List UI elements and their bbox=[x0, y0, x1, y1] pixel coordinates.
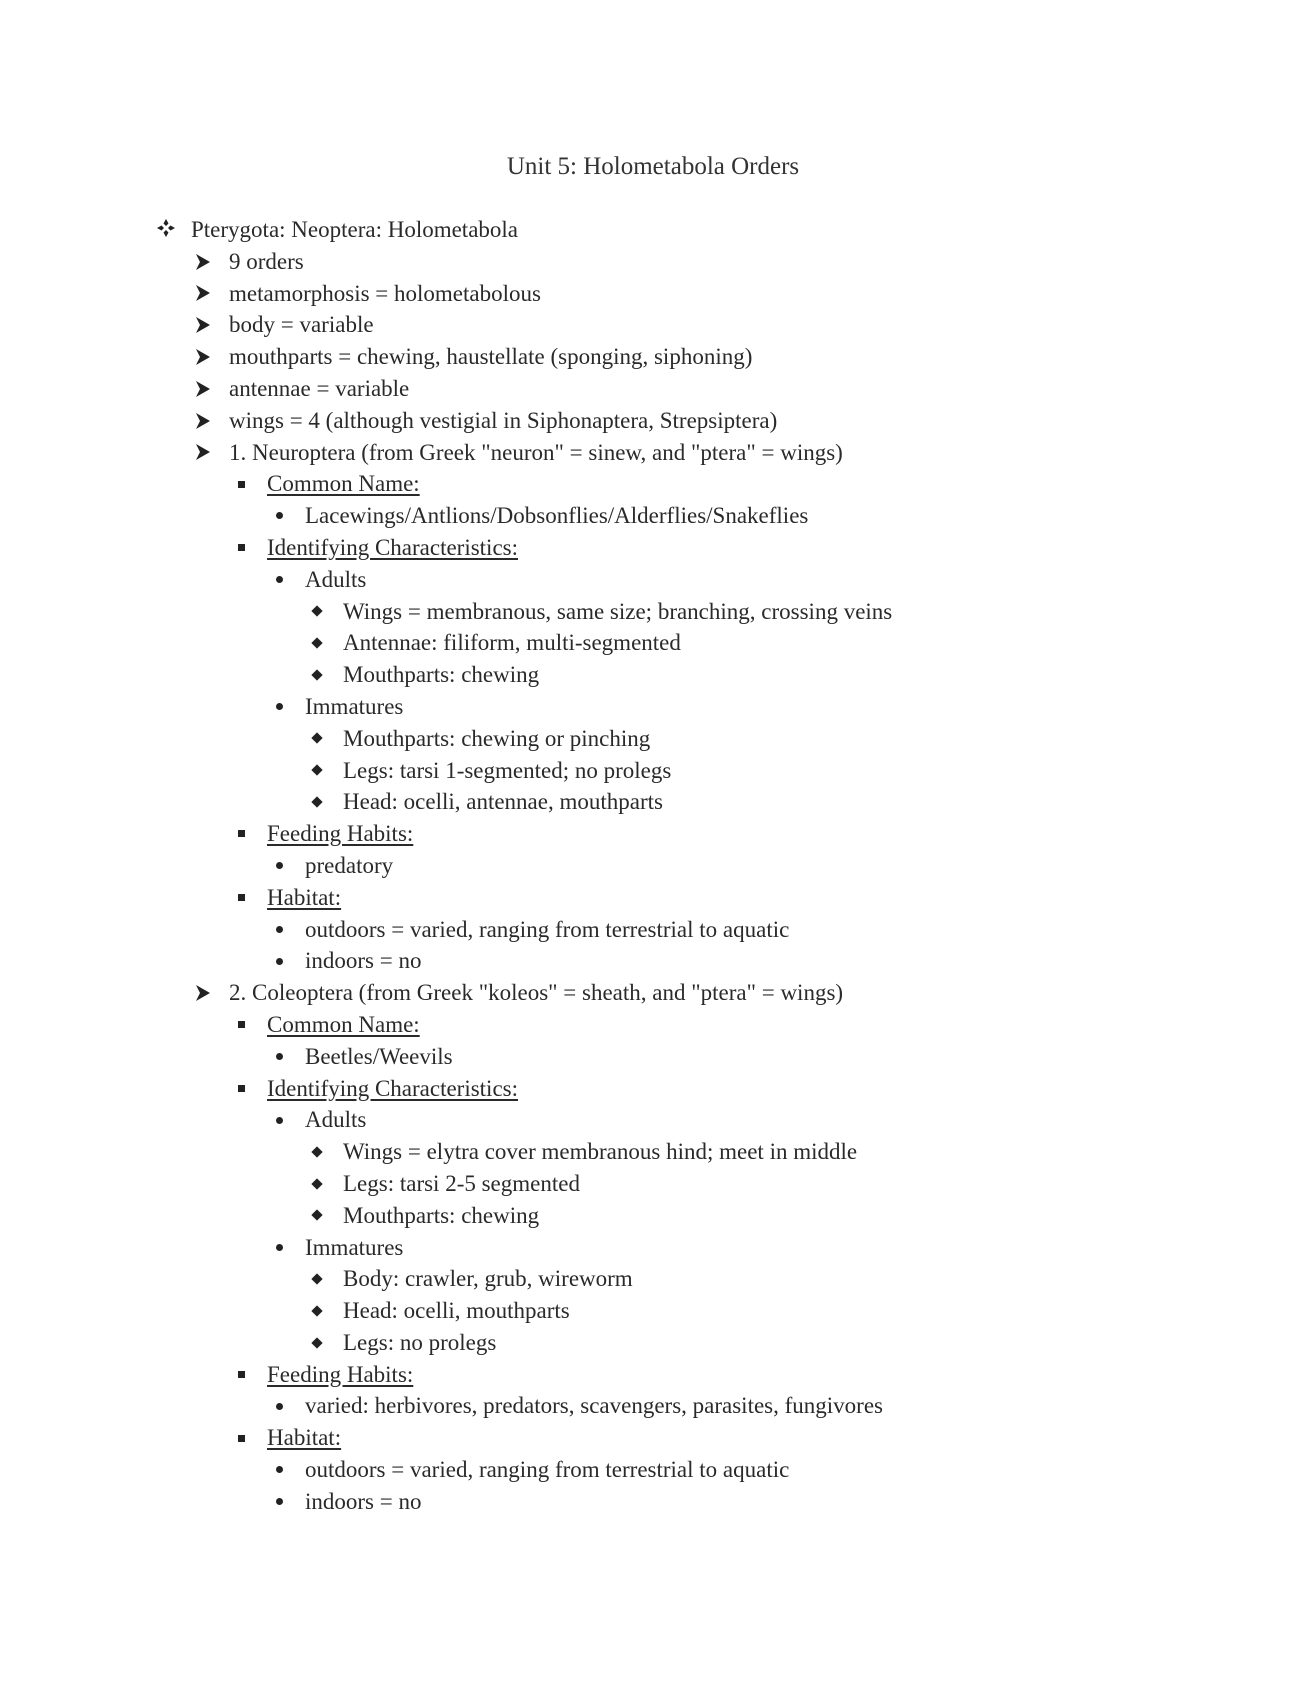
list-item: Immatures bbox=[0, 691, 1306, 723]
dot-bullet-icon bbox=[267, 1390, 291, 1422]
square-bullet-icon bbox=[229, 1073, 253, 1105]
dot-bullet-icon bbox=[267, 1232, 291, 1264]
category-label: Identifying Characteristics: bbox=[0, 532, 1306, 564]
square-bullet-icon bbox=[229, 468, 253, 500]
list-item: Mouthparts: chewing bbox=[0, 1200, 1306, 1232]
square-bullet-icon bbox=[229, 882, 253, 914]
square-bullet-icon bbox=[229, 1009, 253, 1041]
diamond-bullet-icon bbox=[305, 1263, 329, 1295]
list-item: Wings = membranous, same size; branching, crossing veins bbox=[0, 596, 1306, 628]
list-item: predatory bbox=[0, 850, 1306, 882]
diamond-bullet-icon bbox=[305, 1168, 329, 1200]
list-item: Legs: tarsi 2-5 segmented bbox=[0, 1168, 1306, 1200]
overview-item: antennae = variable bbox=[0, 373, 1306, 405]
list-item: Mouthparts: chewing bbox=[0, 659, 1306, 691]
list-item: Body: crawler, grub, wireworm bbox=[0, 1263, 1306, 1295]
list-item: indoors = no bbox=[0, 1486, 1306, 1518]
list-item: varied: herbivores, predators, scavengers, parasites, fungivores bbox=[0, 1390, 1306, 1422]
arrow-bullet-icon bbox=[191, 405, 215, 437]
list-item: Head: ocelli, antennae, mouthparts bbox=[0, 786, 1306, 818]
square-bullet-icon bbox=[229, 532, 253, 564]
category-label: Habitat: bbox=[0, 1422, 1306, 1454]
overview-item: 9 orders bbox=[0, 246, 1306, 278]
overview-item: mouthparts = chewing, haustellate (sponging, siphoning) bbox=[0, 341, 1306, 373]
diamond-bullet-icon bbox=[305, 596, 329, 628]
arrow-bullet-icon bbox=[191, 437, 215, 469]
order-heading: 2. Coleoptera (from Greek "koleos" = sheath, and "ptera" = wings) bbox=[0, 977, 1306, 1009]
diamond-bullet-icon bbox=[305, 627, 329, 659]
diamond-bullet-icon bbox=[305, 1136, 329, 1168]
category-label: Common Name: bbox=[0, 1009, 1306, 1041]
dot-bullet-icon bbox=[267, 914, 291, 946]
list-item: Antennae: filiform, multi-segmented bbox=[0, 627, 1306, 659]
category-label: Feeding Habits: bbox=[0, 818, 1306, 850]
overview-item: metamorphosis = holometabolous bbox=[0, 278, 1306, 310]
arrow-bullet-icon bbox=[191, 278, 215, 310]
arrow-bullet-icon bbox=[191, 373, 215, 405]
list-item: Beetles/Weevils bbox=[0, 1041, 1306, 1073]
diamond-bullet-icon bbox=[305, 755, 329, 787]
dot-bullet-icon bbox=[267, 945, 291, 977]
category-label: Habitat: bbox=[0, 882, 1306, 914]
list-item: outdoors = varied, ranging from terrestrial to aquatic bbox=[0, 914, 1306, 946]
section-heading: Pterygota: Neoptera: Holometabola bbox=[191, 217, 519, 242]
dot-bullet-icon bbox=[267, 1104, 291, 1136]
diamond-bullet-icon bbox=[305, 1200, 329, 1232]
dot-bullet-icon bbox=[267, 564, 291, 596]
list-item: indoors = no bbox=[0, 945, 1306, 977]
page-title: Unit 5: Holometabola Orders bbox=[506, 153, 800, 180]
square-bullet-icon bbox=[229, 1359, 253, 1391]
dot-bullet-icon bbox=[267, 500, 291, 532]
dot-bullet-icon bbox=[267, 1041, 291, 1073]
list-item: outdoors = varied, ranging from terrestrial to aquatic bbox=[0, 1454, 1306, 1486]
order-heading: 1. Neuroptera (from Greek "neuron" = sinew, and "ptera" = wings) bbox=[0, 437, 1306, 469]
dot-bullet-icon bbox=[267, 1486, 291, 1518]
diamond-bullet-icon bbox=[305, 723, 329, 755]
category-label: Identifying Characteristics: bbox=[0, 1073, 1306, 1105]
list-item: Legs: no prolegs bbox=[0, 1327, 1306, 1359]
category-label: Feeding Habits: bbox=[0, 1359, 1306, 1391]
list-item: Wings = elytra cover membranous hind; meet in middle bbox=[0, 1136, 1306, 1168]
category-label: Common Name: bbox=[0, 468, 1306, 500]
list-item: Head: ocelli, mouthparts bbox=[0, 1295, 1306, 1327]
dot-bullet-icon bbox=[267, 1454, 291, 1486]
list-item: Adults bbox=[0, 564, 1306, 596]
square-bullet-icon bbox=[229, 818, 253, 850]
list-item: Adults bbox=[0, 1104, 1306, 1136]
document-outline bbox=[0, 214, 1306, 1518]
overview-item: body = variable bbox=[0, 309, 1306, 341]
overview-item: wings = 4 (although vestigial in Siphonaptera, Strepsiptera) bbox=[0, 405, 1306, 437]
list-item: Immatures bbox=[0, 1232, 1306, 1264]
diamond-bullet-icon bbox=[305, 659, 329, 691]
list-item: Mouthparts: chewing or pinching bbox=[0, 723, 1306, 755]
diamond-bullet-icon bbox=[305, 786, 329, 818]
square-bullet-icon bbox=[229, 1422, 253, 1454]
four-diamond-bullet-icon bbox=[154, 214, 178, 246]
dot-bullet-icon bbox=[267, 850, 291, 882]
list-item: Legs: tarsi 1-segmented; no prolegs bbox=[0, 755, 1306, 787]
outline-level1-item bbox=[0, 214, 1306, 246]
diamond-bullet-icon bbox=[305, 1327, 329, 1359]
arrow-bullet-icon bbox=[191, 309, 215, 341]
diamond-bullet-icon bbox=[305, 1295, 329, 1327]
arrow-bullet-icon bbox=[191, 977, 215, 1009]
list-item: Lacewings/Antlions/Dobsonflies/Alderflies/Snakeflies bbox=[0, 500, 1306, 532]
arrow-bullet-icon bbox=[191, 341, 215, 373]
dot-bullet-icon bbox=[267, 691, 291, 723]
arrow-bullet-icon bbox=[191, 246, 215, 278]
